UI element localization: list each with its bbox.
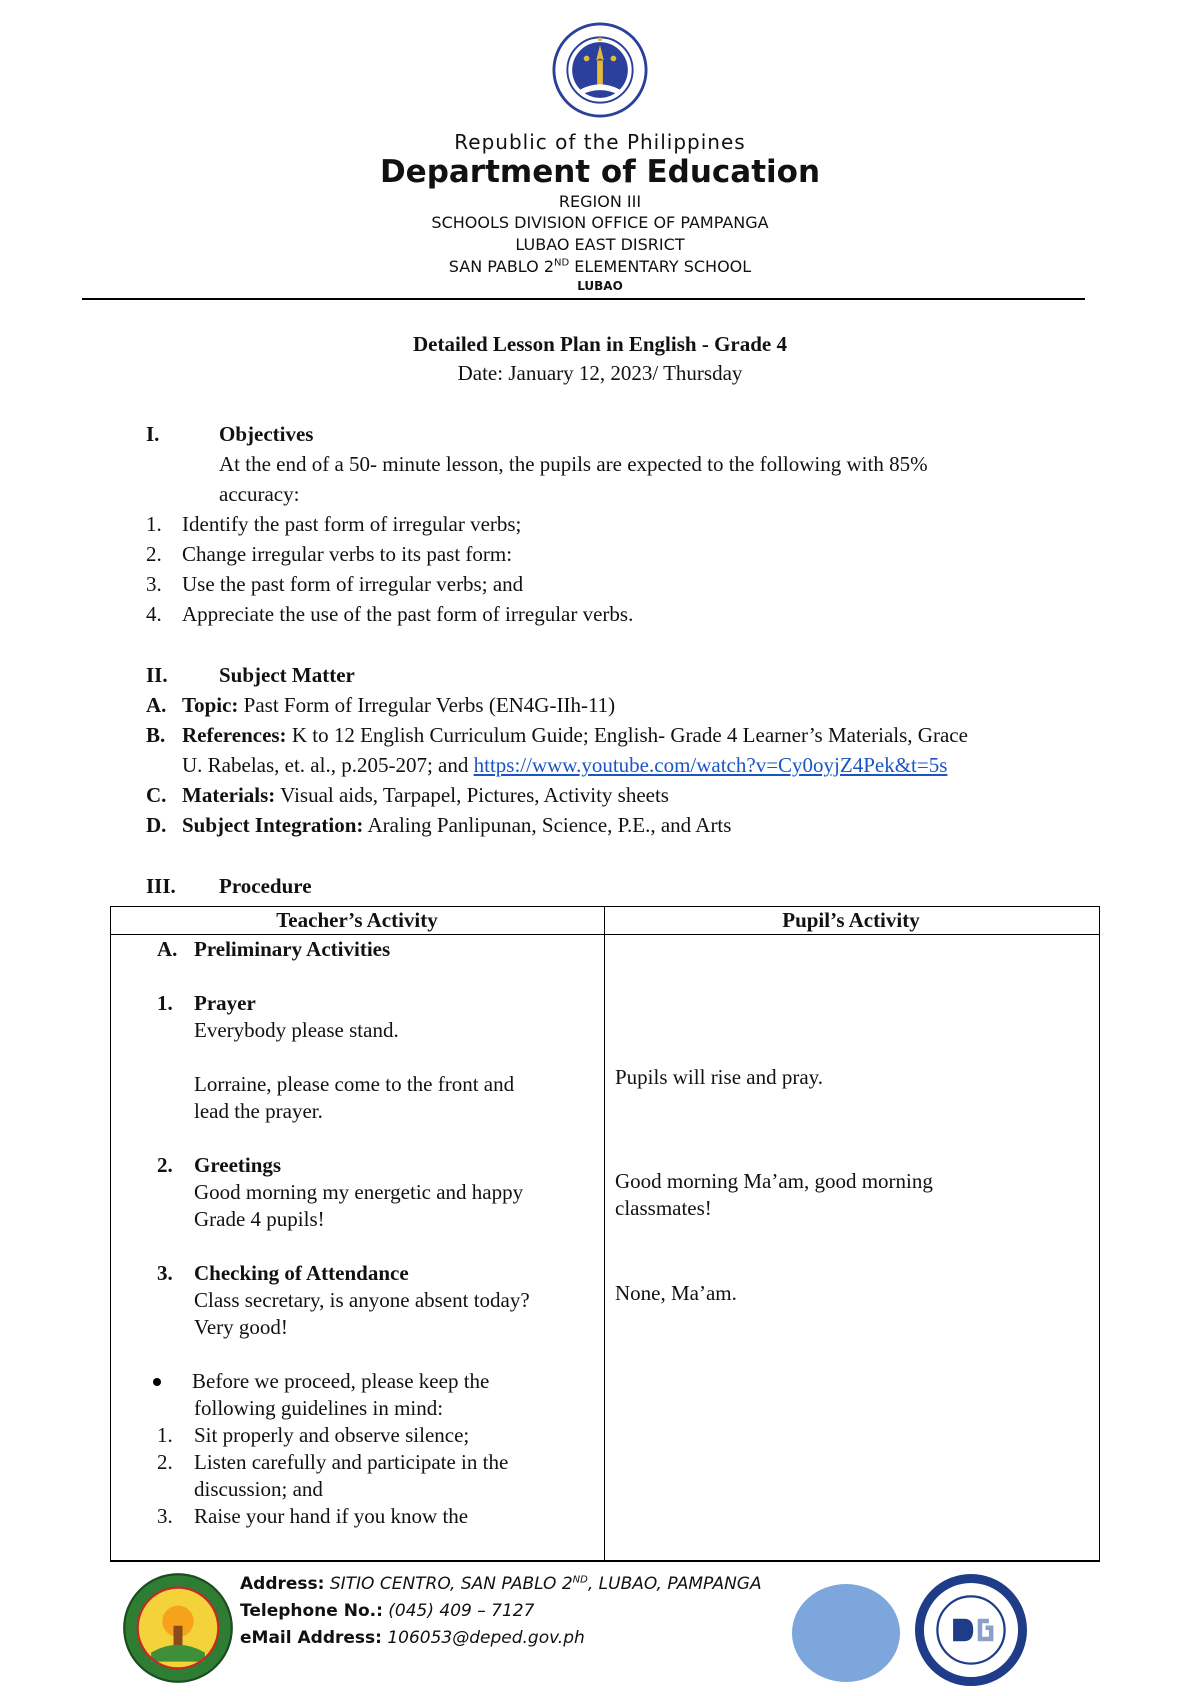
topic-value: Past Form of Irregular Verbs (EN4G-IIh-11) <box>238 693 616 717</box>
teacher-line: following guidelines in mind: <box>194 1396 444 1420</box>
materials-label: Materials: <box>182 783 276 807</box>
list-letter: B. <box>146 723 166 747</box>
section-numeral: II. <box>146 663 168 687</box>
header-republic: Republic of the Philippines <box>454 130 746 154</box>
blue-circle-logo <box>792 1584 900 1682</box>
guideline-item: Sit properly and observe silence; <box>194 1423 470 1447</box>
topic-label: Topic: <box>182 693 239 717</box>
document-title: Detailed Lesson Plan in English - Grade 4 <box>413 332 787 356</box>
pupil-response: Good morning Ma’am, good morning <box>615 1169 933 1193</box>
telephone-label: Telephone No.: <box>240 1601 383 1621</box>
list-number: 3. <box>157 1504 173 1528</box>
certified-management-logo <box>915 1574 1027 1686</box>
references-value: K to 12 English Curriculum Guide; English- Grade 4 Learner’s Materials, Grace <box>286 723 968 747</box>
footer-email <box>240 1628 585 1648</box>
list-letter: A. <box>146 693 167 717</box>
address-label: Address: <box>240 1574 325 1594</box>
teacher-line: Class secretary, is anyone absent today? <box>194 1288 530 1312</box>
guideline-item-cont: discussion; and <box>194 1477 323 1501</box>
greetings-heading: Greetings <box>194 1153 282 1177</box>
teacher-line: Grade 4 pupils! <box>194 1207 325 1231</box>
footer-divider <box>110 1560 1100 1562</box>
footer-telephone <box>240 1601 534 1621</box>
address-value-cont: , LUBAO, PAMPANGA <box>587 1574 762 1594</box>
list-number: 2. <box>157 1450 173 1474</box>
pupil-response: None, Ma’am. <box>615 1281 737 1305</box>
telephone-value: (045) 409 – 7127 <box>382 1601 535 1621</box>
list-number: 1. <box>157 1423 173 1447</box>
list-number: 4. <box>146 602 162 626</box>
pupil-response-cont: classmates! <box>615 1196 712 1220</box>
objectives-intro-cont: accuracy: <box>219 482 300 506</box>
list-letter: A. <box>157 937 178 961</box>
section-heading-objectives: Objectives <box>219 422 314 446</box>
header-department: Department of Education <box>379 154 821 190</box>
school-name-sup: ND <box>554 257 570 269</box>
pupil-response: Pupils will rise and pray. <box>615 1065 824 1089</box>
section-numeral: I. <box>146 422 160 446</box>
references-line <box>182 721 968 750</box>
materials-line <box>182 781 669 810</box>
email-value: 106053@deped.gov.ph <box>381 1628 585 1648</box>
topic-line <box>182 691 615 720</box>
teacher-line: lead the prayer. <box>194 1099 323 1123</box>
list-number: 2. <box>157 1153 173 1177</box>
section-numeral: III. <box>146 874 176 898</box>
objective-item: Use the past form of irregular verbs; and <box>182 572 524 596</box>
school-name-part: ELEMENTARY SCHOOL <box>569 257 752 276</box>
list-letter: D. <box>146 813 167 837</box>
references-line-cont <box>182 751 947 780</box>
list-number: 3. <box>157 1261 173 1285</box>
attendance-heading: Checking of Attendance <box>194 1261 409 1285</box>
teacher-line: Very good! <box>194 1315 288 1339</box>
guideline-item: Raise your hand if you know the <box>194 1504 469 1528</box>
header-region: REGION III <box>558 192 642 211</box>
integration-line <box>182 811 731 840</box>
objective-item: Identify the past form of irregular verbs; <box>182 512 522 536</box>
guideline-item: Listen carefully and participate in the <box>194 1450 509 1474</box>
school-logo <box>122 1572 234 1684</box>
integration-value: Araling Panlipunan, Science, P.E., and Arts <box>363 813 732 837</box>
list-letter: C. <box>146 783 167 807</box>
list-number: 2. <box>146 542 162 566</box>
table-column-divider <box>604 906 605 1560</box>
teacher-line: Good morning my energetic and happy <box>194 1180 524 1204</box>
materials-value: Visual aids, Tarpapel, Pictures, Activity sheets <box>275 783 669 807</box>
references-value-cont: U. Rabelas, et. al., p.205-207; and <box>182 753 474 777</box>
header-district: LUBAO EAST DISRICT <box>515 235 685 254</box>
integration-label: Subject Integration: <box>182 813 364 837</box>
section-heading-procedure: Procedure <box>219 874 312 898</box>
school-name-part: SAN PABLO 2 <box>448 257 554 276</box>
column-header-teacher: Teacher’s Activity <box>276 908 438 932</box>
list-number: 3. <box>146 572 162 596</box>
address-sup: ND <box>572 1574 588 1586</box>
email-label: eMail Address: <box>240 1628 382 1648</box>
prayer-heading: Prayer <box>194 991 256 1015</box>
teacher-line: Everybody please stand. <box>194 1018 399 1042</box>
teacher-line: Before we proceed, please keep the <box>192 1369 490 1393</box>
objective-item: Change irregular verbs to its past form: <box>182 542 513 566</box>
deped-seal-logo <box>552 22 648 118</box>
list-number: 1. <box>146 512 162 536</box>
column-header-pupil: Pupil’s Activity <box>782 908 920 932</box>
header-school <box>0 257 1200 276</box>
header-town: LUBAO <box>577 279 623 293</box>
bullet-icon <box>153 1378 161 1386</box>
document-date: Date: January 12, 2023/ Thursday <box>457 361 743 385</box>
objective-item: Appreciate the use of the past form of irregular verbs. <box>182 602 634 626</box>
footer-address <box>240 1574 762 1594</box>
section-heading-subject-matter: Subject Matter <box>219 663 355 687</box>
references-label: References: <box>182 723 287 747</box>
address-value: SITIO CENTRO, SAN PABLO 2 <box>324 1574 573 1594</box>
teacher-line: Lorraine, please come to the front and <box>194 1072 515 1096</box>
header-division: SCHOOLS DIVISION OFFICE OF PAMPANGA <box>431 213 769 232</box>
list-number: 1. <box>157 991 173 1015</box>
youtube-link[interactable]: https://www.youtube.com/watch?v=Cy0oyjZ4Pek&t=5s <box>473 753 948 777</box>
objectives-intro: At the end of a 50- minute lesson, the pupils are expected to the following with 85% <box>219 452 928 476</box>
preliminary-heading: Preliminary Activities <box>194 937 391 961</box>
header-divider <box>82 298 1085 300</box>
